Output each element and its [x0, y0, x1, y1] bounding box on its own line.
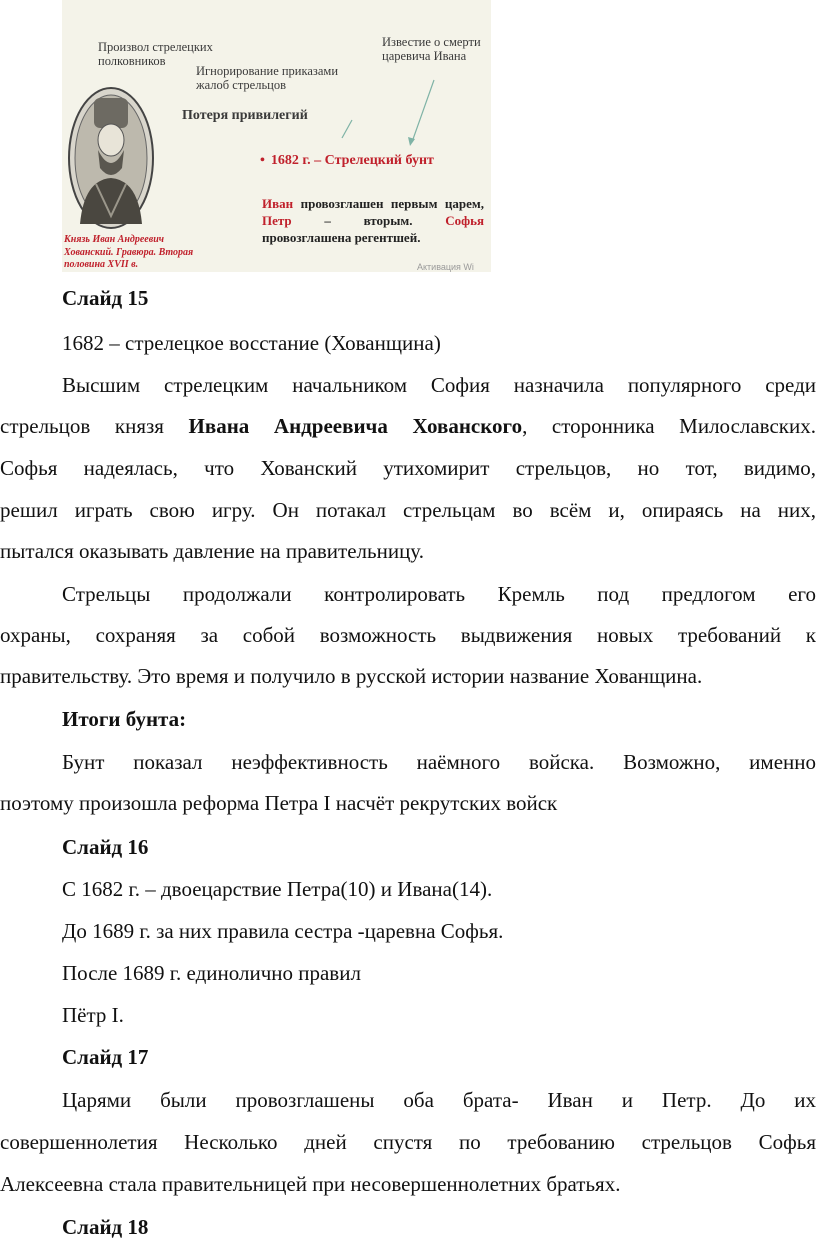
line-1682: 1682 – стрелецкое восстание (Хованщина) — [62, 331, 441, 355]
p2-line-3: правительству. Это время и получило в русской истории название Хованщина. — [0, 664, 703, 688]
slide-image — [62, 0, 491, 272]
heading-slide-17: Слайд 17 — [62, 1045, 149, 1069]
heading-slide-18: Слайд 18 — [62, 1215, 149, 1239]
p2-line-1: Стрельцы продолжали контролировать Кремль под предлогом его — [62, 582, 816, 606]
slide-paragraph: Иван провозглашен первым царем, Петр – вторым. Софья провозглашена регентшей. — [262, 196, 484, 245]
p4-line-2: совершеннолетия Несколько дней спустя по требованию стрельцов Софья — [0, 1130, 816, 1154]
p1-line-5: пытался оказывать давление на правительницу. — [0, 539, 424, 563]
heading-slide-16: Слайд 16 — [62, 835, 149, 859]
slide-label-news: Известие о смерти царевича Ивана — [382, 35, 481, 64]
s16-line-3: После 1689 г. единолично правил — [62, 961, 361, 985]
p4-line-3: Алексеевна стала правительницей при несовершеннолетних братьях. — [0, 1172, 621, 1196]
p1-line-2: стрельцов князя Ивана Андреевича Хованского, сторонника Милославских. — [0, 414, 816, 438]
portrait-caption: Князь Иван Андреевич Хованский. Гравюра. Вторая половина XVII в. — [64, 234, 194, 270]
slide-label-ignoring: Игнорирование приказами жалоб стрельцов — [196, 64, 339, 93]
p3-line-1: Бунт показал неэффективность наёмного войска. Возможно, именно — [62, 750, 816, 774]
heading-results: Итоги бунта: — [62, 707, 187, 731]
s16-line-4: Пётр I. — [62, 1003, 124, 1027]
slide-bullet: • 1682 г. – Стрелецкий бунт — [260, 153, 434, 168]
slide-label-loss: Потеря привилегий — [182, 108, 308, 123]
s16-line-2: До 1689 г. за них правила сестра -царевна Софья. — [62, 919, 504, 943]
p4-line-1: Царями были провозглашены оба брата- Иван и Петр. До их — [62, 1088, 816, 1112]
p1-line-3: Софья надеялась, что Хованский утихомирит стрельцов, но тот, видимо, — [0, 456, 816, 480]
khovansky-name: Ивана Андреевича Хованского — [188, 414, 523, 438]
slide-label-arbitrary: Произвол стрелецких полковников — [98, 40, 213, 69]
heading-slide-15: Слайд 15 — [62, 286, 149, 310]
p1-line-1: Высшим стрелецким начальником София назначила популярного среди — [62, 373, 816, 397]
s16-line-1: С 1682 г. – двоецарствие Петра(10) и Ивана(14). — [62, 877, 493, 901]
activation-watermark: Активация Wi — [417, 262, 474, 272]
portrait-engraving — [66, 84, 156, 232]
p2-line-2: охраны, сохраняя за собой возможность выдвижения новых требований к — [0, 623, 816, 647]
p3-line-2: поэтому произошла реформа Петра I насчёт рекрутских войск — [0, 791, 558, 815]
p1-line-4: решил играть свою игру. Он потакал стрельцам во всём и, опираясь на них, — [0, 498, 816, 522]
